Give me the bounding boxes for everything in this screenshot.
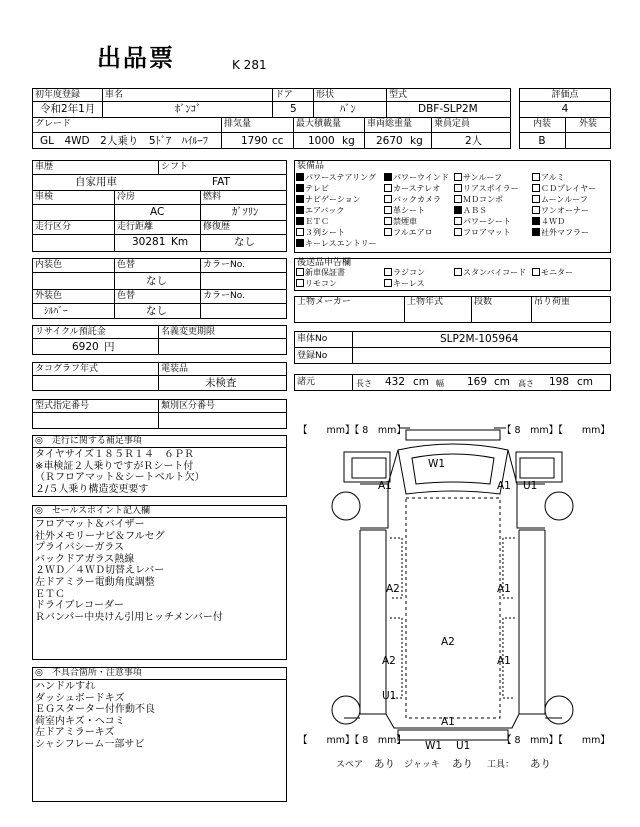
sales-line: ドライブレコーダー	[35, 600, 124, 612]
equipment-item	[532, 184, 596, 194]
name-value: ﾎﾞﾝｺﾞ	[175, 103, 202, 115]
denso-label: 電装品	[161, 364, 189, 374]
note-line: ２/５人乗り構造変更要す	[35, 483, 149, 495]
defect-line: 荷室内キズ・ヘコミ	[35, 715, 125, 727]
grade-label: グレード	[35, 119, 72, 129]
repair-label: 修復歴	[203, 222, 231, 232]
docs-item	[296, 268, 345, 278]
damage-mark: A1	[378, 480, 392, 492]
tacho-label: タコグラフ年式	[35, 364, 99, 374]
equipment-item	[296, 239, 377, 249]
year-label: 初年度登録	[35, 90, 81, 100]
equipment-label: パワーウインド	[393, 173, 449, 182]
unchecked-box-icon	[454, 268, 462, 276]
shape-value: ﾊﾞﾝ	[340, 103, 356, 115]
equipment-label: バックカメラ	[393, 195, 441, 204]
defect-line: シャシフレーム一部サビ	[35, 738, 145, 750]
equipment-item	[454, 173, 502, 183]
damage-mark: U1	[456, 740, 471, 752]
length-label: 長さ	[356, 379, 372, 388]
upper-hanger-label: 吊り荷重	[534, 297, 571, 307]
docs-label: リモコン	[305, 279, 337, 288]
denso-value: 未検査	[205, 377, 237, 389]
docs-label: モニター	[541, 268, 573, 277]
unchecked-box-icon	[454, 228, 462, 236]
equipment-label: 革シート	[393, 206, 425, 215]
registration-label: 登録No	[297, 351, 328, 361]
equipment-item	[454, 195, 503, 205]
model-value: DBF-SLP2M	[418, 103, 478, 115]
upper-maker-label: 上物メーカー	[297, 297, 351, 307]
page-title: 出品票	[97, 44, 175, 72]
unchecked-box-icon	[454, 217, 462, 225]
lot-number: K 281	[232, 58, 267, 72]
equipment-label: アルミ	[541, 173, 565, 182]
height-value: 198	[549, 376, 570, 388]
jack-label: ジャッキ	[404, 760, 440, 770]
equipment-item	[532, 195, 588, 205]
exterior-label: 外装	[578, 119, 597, 129]
upper-steps-label: 段数	[474, 297, 493, 307]
equipment-item	[384, 184, 440, 194]
damage-mark: A1	[497, 583, 511, 595]
history-label: 車歴	[35, 162, 54, 172]
equipment-item	[384, 173, 449, 183]
spare-value: あり	[374, 758, 395, 770]
tire-front-left: 【 mm】【 8 mm】	[298, 425, 406, 436]
cooling-label: 冷房	[117, 192, 136, 202]
max-load-label: 最大積載量	[296, 119, 342, 129]
sales-line: 社外メモリーナビ＆フルセグ	[35, 530, 165, 542]
unchecked-box-icon	[532, 206, 540, 214]
damage-mark: A1	[497, 655, 511, 667]
equipment-label: ＣＤプレイヤー	[541, 184, 597, 193]
damage-mark: A2	[441, 636, 455, 648]
mileage-unit: Km	[171, 236, 189, 248]
shift-label: シフト	[161, 162, 189, 172]
interior-score: B	[538, 135, 546, 147]
damage-mark: U1	[523, 480, 538, 492]
docs-label: 後送品申告欄	[297, 258, 352, 268]
int-color-label: 内装色	[35, 260, 63, 270]
docs-item	[454, 268, 526, 278]
sales-line: 左ドアミラー電動角度調整	[35, 576, 155, 588]
damage-mark: U1	[382, 690, 397, 702]
spare-label: スペア	[336, 760, 364, 770]
shift-value: FAT	[212, 176, 230, 188]
sales-line: フロアマット＆バイザー	[35, 519, 145, 530]
note-line: ※車検証２人乗りですがＲシート付	[35, 460, 194, 472]
ext-color-value: ｼﾙﾊﾞｰ	[44, 306, 68, 317]
unchecked-box-icon	[532, 173, 540, 181]
equipment-item	[296, 217, 329, 227]
equipment-item	[454, 217, 511, 227]
defect-line: ＥＧスターター付作動不良	[35, 704, 155, 716]
fuel-label: 燃料	[203, 192, 222, 202]
defect-line: ハンドルすれ	[35, 681, 95, 692]
chassis-label: 車体No	[297, 334, 328, 344]
score-label: 評価点	[551, 90, 579, 100]
grade-value: GL 4WD 2人乗り 5ﾄﾞｱ ﾊｲﾙｰﾌ	[40, 135, 208, 147]
checked-box-icon	[296, 173, 304, 181]
car-damage-diagram	[294, 418, 611, 758]
equipment-label: ＭＤコンポ	[463, 195, 503, 204]
checked-box-icon	[454, 206, 462, 214]
unchecked-box-icon	[454, 173, 462, 181]
docs-label: ラジコン	[393, 268, 425, 277]
ext-color-no-label: カラーNo.	[203, 291, 245, 301]
total-weight-label: 車両総重量	[367, 119, 413, 129]
equipment-label: サンルーフ	[463, 173, 502, 182]
equipment-label: 社外マフラー	[541, 228, 589, 237]
docs-item	[384, 268, 425, 278]
damage-mark: W1	[428, 458, 446, 470]
sales-line: ＥＴＣ	[35, 588, 65, 600]
doors-label: ドア	[275, 90, 293, 100]
ext-color-label: 外装色	[35, 291, 63, 301]
unchecked-box-icon	[296, 268, 304, 276]
equipment-label: ムーンルーフ	[541, 195, 588, 204]
checked-box-icon	[384, 173, 392, 181]
checked-box-icon	[296, 184, 304, 192]
unchecked-box-icon	[532, 195, 540, 203]
tire-rear-right: 【 8 mm】【 mm】	[502, 735, 610, 746]
equipment-label: ４ＷＤ	[541, 217, 565, 226]
equipment-item	[296, 195, 361, 205]
doors-value: 5	[290, 103, 297, 115]
equipment-label: 装備品	[297, 161, 325, 171]
docs-label: キーレス	[393, 279, 425, 288]
equipment-label: フロアマット	[463, 228, 511, 237]
interior-label: 内装	[532, 119, 551, 129]
unchecked-box-icon	[296, 279, 304, 287]
sales-line: Ｒバンパー中央けん引用ヒッチメンバー付	[35, 611, 223, 623]
docs-label: 新車保証書	[305, 268, 345, 277]
history-value: 自家用車	[75, 176, 117, 188]
equipment-item	[296, 228, 345, 238]
mileage-label: 走行距離	[117, 222, 154, 232]
ext-color-change-label: 色替	[117, 291, 136, 301]
displacement-label: 排気量	[224, 119, 252, 129]
unchecked-box-icon	[384, 279, 392, 287]
unchecked-box-icon	[384, 206, 392, 214]
capacity-label: 乗員定員	[434, 119, 471, 129]
damage-mark: A2	[382, 655, 396, 667]
equipment-label: フルエアロ	[393, 228, 433, 237]
checked-box-icon	[296, 206, 304, 214]
displacement-unit: cc	[272, 135, 284, 147]
recycle-value: 6920	[72, 341, 99, 353]
damage-mark: A2	[386, 583, 400, 595]
jack-value: あり	[452, 758, 473, 770]
equipment-item	[384, 206, 425, 216]
equipment-item	[532, 217, 565, 227]
shape-label: 形状	[316, 90, 335, 100]
equipment-label: ３列シート	[305, 228, 345, 237]
docs-item	[384, 279, 425, 289]
equipment-item	[532, 206, 589, 216]
tool-value: あり	[530, 758, 551, 770]
max-load-unit: kg	[342, 135, 355, 147]
equipment-label: ナビゲーション	[305, 195, 361, 204]
docs-item	[532, 268, 573, 278]
name-label: 車名	[105, 90, 124, 100]
equipment-item	[384, 228, 433, 238]
docs-item	[296, 279, 337, 289]
unchecked-box-icon	[384, 195, 392, 203]
name-change-label: 名義変更期限	[161, 327, 216, 337]
equipment-label: パワーステアリング	[305, 173, 376, 182]
height-label: 高さ	[518, 379, 534, 388]
max-load-value: 1000	[308, 135, 335, 147]
equipment-label: ワンオーナー	[541, 206, 589, 215]
driving-notes-label: ◎ 走行に関する補足事項	[35, 436, 142, 446]
equipment-item	[454, 184, 519, 194]
checked-box-icon	[296, 239, 304, 247]
equipment-label: 禁煙車	[393, 217, 417, 226]
chassis-value: SLP2M-105964	[440, 333, 519, 345]
tool-label: 工具：	[487, 760, 515, 770]
displacement-value: 1790	[241, 135, 268, 147]
equipment-label: テレビ	[305, 184, 329, 193]
equipment-label: リアスポイラー	[463, 184, 519, 193]
inspection-label: 車検	[35, 192, 54, 202]
unchecked-box-icon	[454, 184, 462, 192]
equipment-label: キーレスエントリー	[305, 239, 377, 248]
length-value: 432	[385, 376, 406, 388]
fuel-value: ｶﾞｿﾘﾝ	[232, 206, 259, 218]
width-label: 幅	[436, 379, 444, 388]
unchecked-box-icon	[296, 228, 304, 236]
docs-label: スタンバイコード	[463, 268, 527, 277]
unchecked-box-icon	[384, 268, 392, 276]
equipment-item	[532, 228, 589, 238]
defect-line: 左ドアミラーキズ	[35, 727, 115, 739]
damage-mark: W1	[425, 740, 443, 752]
category-no-label: 類別区分番号	[161, 401, 216, 411]
sales-line: ２ＷＤ／４ＷＤ切替えレバー	[35, 565, 165, 577]
equipment-label: ＡＢＳ	[463, 206, 487, 215]
tire-front-right: 【 8 mm】【 mm】	[502, 425, 610, 436]
score-value: 4	[561, 103, 569, 115]
defects-label: ◎ 不具合箇所・注意事項	[35, 668, 142, 678]
checked-box-icon	[532, 228, 540, 236]
cooling-value: AC	[150, 206, 165, 218]
length-unit: cm	[413, 376, 430, 388]
total-weight-value: 2670	[376, 135, 403, 147]
unchecked-box-icon	[384, 228, 392, 236]
equipment-label: ＥＴＣ	[305, 217, 329, 226]
model-no-label: 型式指定番号	[35, 401, 90, 411]
width-unit: cm	[494, 376, 511, 388]
damage-mark: A1	[441, 716, 455, 728]
equipment-label: カーステレオ	[393, 184, 441, 193]
note-line: （Ｒフロアマット＆シートベルト欠）	[35, 472, 205, 484]
year-value: 令和2年1月	[40, 103, 96, 115]
height-unit: cm	[577, 376, 594, 388]
ext-color-change: なし	[146, 305, 167, 317]
equipment-item	[454, 206, 487, 216]
damage-mark: A1	[497, 480, 511, 492]
equipment-item	[296, 173, 376, 183]
unchecked-box-icon	[454, 195, 462, 203]
unchecked-box-icon	[384, 217, 392, 225]
recycle-unit: 円	[104, 341, 115, 353]
equipment-item	[296, 184, 329, 194]
recycle-label: リサイクル預託金	[35, 327, 106, 337]
capacity-value: 2人	[465, 135, 483, 147]
int-color-change: なし	[146, 275, 167, 287]
equipment-item	[384, 195, 441, 205]
mileage-type-label: 走行区分	[35, 222, 72, 232]
upper-year-label: 上物年式	[407, 297, 444, 307]
sales-line: プライバシーガラス	[35, 542, 124, 554]
equipment-item	[384, 217, 417, 227]
sales-points-label: ◎ セールスポイント記入欄	[35, 506, 151, 516]
unchecked-box-icon	[384, 184, 392, 192]
checked-box-icon	[296, 217, 304, 225]
int-color-change-label: 色替	[117, 260, 136, 270]
checked-box-icon	[296, 195, 304, 203]
tire-rear-left: 【 mm】【 8 mm】	[298, 735, 406, 746]
note-line: タイヤサイズ１８５Ｒ１４ ６ＰＲ	[35, 449, 194, 460]
sales-line: バックドアガラス熱線	[35, 553, 135, 565]
width-value: 169	[467, 376, 488, 388]
mileage-value: 30281	[132, 236, 166, 248]
equipment-label: エアバック	[305, 206, 345, 215]
int-color-no-label: カラーNo.	[203, 260, 245, 270]
defect-line: ダッシュボードキズ	[35, 692, 125, 704]
equipment-label: パワーシート	[463, 217, 511, 226]
equipment-item	[296, 206, 344, 216]
unchecked-box-icon	[532, 268, 540, 276]
repair-value: なし	[234, 236, 255, 248]
equipment-item	[454, 228, 511, 238]
checked-box-icon	[532, 217, 540, 225]
total-weight-unit: kg	[410, 135, 423, 147]
model-label: 型式	[389, 90, 408, 100]
equipment-item	[532, 173, 565, 183]
unchecked-box-icon	[532, 184, 540, 192]
dims-label: 諸元	[297, 377, 316, 387]
